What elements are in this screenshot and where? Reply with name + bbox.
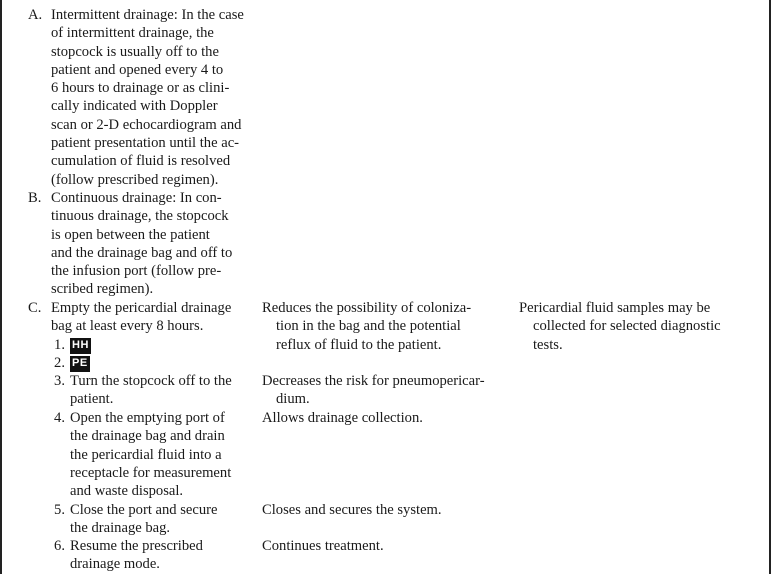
text-line: and the drainage bag and off to <box>51 244 233 261</box>
text-line: Decreases the risk for pneumopericar- <box>262 373 485 389</box>
text-line: cumulation of fluid is resolved <box>51 153 231 170</box>
substep-3-number: 3. <box>54 373 65 389</box>
substep-6-text <box>70 537 250 574</box>
substep-3-rationale <box>262 372 510 409</box>
step-c-rationale <box>262 299 510 354</box>
text-line: tests. <box>533 336 563 353</box>
text-line: Empty the pericardial drainage <box>51 300 232 316</box>
text-line: Reduces the possibility of coloniza- <box>262 300 472 316</box>
substep-1-number: 1. <box>54 337 65 353</box>
substep-1-text <box>70 336 250 354</box>
substep-6-rationale <box>262 537 510 555</box>
text-line: the drainage bag. <box>70 520 171 537</box>
text-line: the drainage bag and drain <box>70 428 225 445</box>
text-line: is open between the patient <box>51 226 210 243</box>
text-line: dium. <box>276 391 310 408</box>
substep-4-number: 4. <box>54 410 65 426</box>
text-line: Closes and secures the system. <box>262 502 442 518</box>
step-c-text <box>51 299 251 336</box>
substep-5-number: 5. <box>54 502 65 518</box>
text-line: Continues treatment. <box>262 538 384 554</box>
text-line: Intermittent drainage: In the case <box>51 7 244 23</box>
step-c-label: C. <box>28 300 42 316</box>
text-line: scribed regimen). <box>51 281 154 298</box>
text-line: of intermittent drainage, the <box>51 25 214 42</box>
step-b-label: B. <box>28 190 42 206</box>
text-line: scan or 2-D echocardiogram and <box>51 116 242 133</box>
step-a-label: A. <box>28 7 43 23</box>
text-line: Close the port and secure <box>70 502 218 518</box>
text-line: and waste disposal. <box>70 483 184 500</box>
step-b-text <box>51 189 251 299</box>
hand-hygiene-badge-icon: HH <box>70 338 91 354</box>
protective-equipment-badge-icon: PE <box>70 356 90 372</box>
text-line: patient. <box>70 391 114 408</box>
substep-5-text <box>70 501 250 538</box>
substep-2-text <box>70 354 250 372</box>
text-line: 6 hours to drainage or as clini- <box>51 80 230 97</box>
text-line: reflux of fluid to the patient. <box>276 336 442 353</box>
text-line: tion in the bag and the potential <box>276 318 461 335</box>
substep-4-rationale <box>262 409 510 427</box>
text-line: bag at least every 8 hours. <box>51 318 204 335</box>
step-c-special-considerations <box>519 299 759 354</box>
text-line: receptacle for measurement <box>70 464 232 481</box>
text-line: tinuous drainage, the stopcock <box>51 208 229 225</box>
text-line: Open the emptying port of <box>70 410 225 426</box>
text-line: drainage mode. <box>70 556 160 573</box>
substep-5-rationale <box>262 501 510 519</box>
substep-3-text <box>70 372 250 409</box>
step-a-text <box>51 6 251 189</box>
text-line: (follow prescribed regimen). <box>51 171 219 188</box>
text-line: Resume the prescribed <box>70 538 203 554</box>
substep-6-number: 6. <box>54 538 65 554</box>
text-line: Continuous drainage: In con- <box>51 190 222 206</box>
text-line: patient presentation until the ac- <box>51 135 240 152</box>
text-line: Turn the stopcock off to the <box>70 373 232 389</box>
text-line: cally indicated with Doppler <box>51 98 218 115</box>
text-line: patient and opened every 4 to <box>51 61 224 78</box>
text-line: stopcock is usually off to the <box>51 43 219 60</box>
substep-4-text <box>70 409 250 500</box>
text-line: the infusion port (follow pre- <box>51 263 222 280</box>
text-line: Pericardial fluid samples may be <box>519 300 711 316</box>
substep-2-number: 2. <box>54 355 65 371</box>
text-line: collected for selected diagnostic <box>533 318 721 335</box>
text-line: Allows drainage collection. <box>262 410 423 426</box>
text-line: the pericardial fluid into a <box>70 446 222 463</box>
